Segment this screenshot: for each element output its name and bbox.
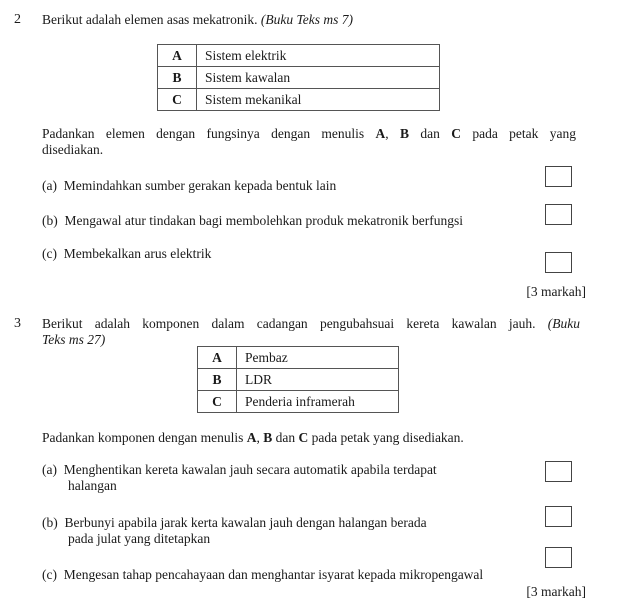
answer-box-q3c[interactable] bbox=[545, 547, 572, 568]
answer-box-q3b[interactable] bbox=[545, 506, 572, 527]
item-label: (a) bbox=[42, 462, 57, 477]
q2-source: (Buku Teks ms 7) bbox=[260, 12, 354, 27]
item-label: (c) bbox=[42, 567, 57, 582]
q3-item-c bbox=[42, 567, 483, 583]
q2-marks: [3 markah] bbox=[526, 284, 586, 299]
table-row bbox=[198, 391, 399, 413]
table-row bbox=[158, 67, 440, 89]
item-text-line2: halangan bbox=[68, 478, 117, 493]
q3-intro-text: Berikut adalah komponen dalam cadangan pengubahsuai kereta kawalan jauh. bbox=[42, 316, 536, 331]
item-text-line1: Mengesan tahap pencahayaan dan menghantar isyarat kepada mikropengawal bbox=[63, 567, 484, 582]
q3-source-part1: (Buku bbox=[547, 316, 581, 331]
q2-elements-table bbox=[157, 44, 440, 111]
q3-instruction: Padankan komponen dengan menulis A, B dan C pada petak yang disediakan. bbox=[42, 430, 464, 445]
q3-item-b bbox=[42, 515, 427, 547]
table-row bbox=[198, 347, 399, 369]
q3-number: 3 bbox=[14, 316, 21, 331]
table-cell-letter: B bbox=[158, 67, 197, 89]
table-cell-letter: C bbox=[198, 391, 237, 413]
q2-instruction-line2: disediakan. bbox=[42, 142, 104, 157]
q2-instruction bbox=[42, 126, 576, 158]
q3-intro bbox=[42, 316, 580, 348]
table-cell-text: Sistem elektrik bbox=[197, 45, 440, 67]
answer-box-q3a[interactable] bbox=[545, 461, 572, 482]
table-cell-text: Sistem mekanikal bbox=[197, 89, 440, 111]
table-cell-text: Pembaz bbox=[237, 347, 399, 369]
q3-marks: [3 markah] bbox=[526, 584, 586, 599]
q2-intro bbox=[42, 12, 353, 28]
q2-item-a bbox=[42, 178, 336, 194]
q3-item-a bbox=[42, 462, 437, 494]
table-row bbox=[158, 45, 440, 67]
q2-number: 2 bbox=[14, 12, 21, 27]
q3-intro-line1 bbox=[42, 316, 580, 332]
item-label: (c) bbox=[42, 246, 57, 261]
item-text-line2: pada julat yang ditetapkan bbox=[68, 531, 211, 546]
table-cell-letter: A bbox=[198, 347, 237, 369]
item-text-line1: Menghentikan kereta kawalan jauh secara automatik apabila terdapat bbox=[63, 462, 437, 477]
q3-components-table bbox=[197, 346, 399, 413]
answer-box-q2a[interactable] bbox=[545, 166, 572, 187]
table-cell-text: Sistem kawalan bbox=[197, 67, 440, 89]
item-text-line1: Berbunyi apabila jarak kerta kawalan jauh dengan halangan berada bbox=[64, 515, 427, 530]
item-label: (b) bbox=[42, 213, 58, 228]
table-cell-letter: C bbox=[158, 89, 197, 111]
item-label: (b) bbox=[42, 515, 58, 530]
q2-instruction-line1: Padankan elemen dengan fungsinya dengan menulis A, B dan C pada petak yang bbox=[42, 126, 576, 141]
answer-box-q2b[interactable] bbox=[545, 204, 572, 225]
item-text: Membekalkan arus elektrik bbox=[63, 246, 212, 261]
table-row bbox=[198, 369, 399, 391]
item-text: Mengawal atur tindakan bagi membolehkan produk mekatronik berfungsi bbox=[64, 213, 464, 228]
item-text: Memindahkan sumber gerakan kepada bentuk lain bbox=[63, 178, 337, 193]
q2-item-c bbox=[42, 246, 211, 262]
table-cell-text: Penderia inframerah bbox=[237, 391, 399, 413]
table-cell-letter: B bbox=[198, 369, 237, 391]
table-row bbox=[158, 89, 440, 111]
item-label: (a) bbox=[42, 178, 57, 193]
q3-source-part2: Teks ms 27) bbox=[42, 332, 106, 347]
q2-intro-text: Berikut adalah elemen asas mekatronik. bbox=[42, 12, 258, 27]
answer-box-q2c[interactable] bbox=[545, 252, 572, 273]
table-cell-letter: A bbox=[158, 45, 197, 67]
table-cell-text: LDR bbox=[237, 369, 399, 391]
q2-item-b bbox=[42, 213, 463, 229]
